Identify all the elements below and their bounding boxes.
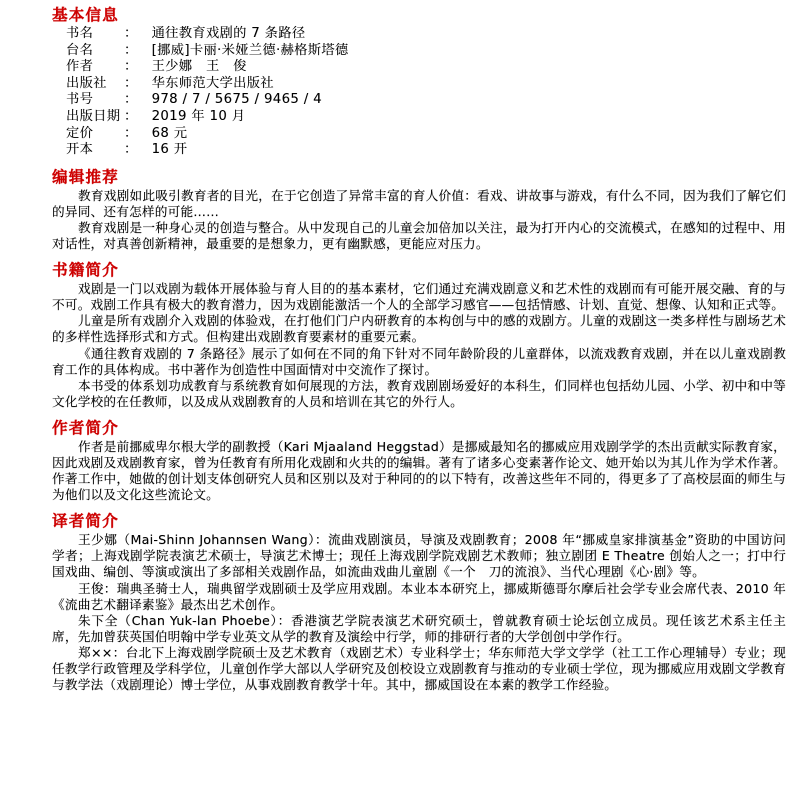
- basic-info-list: [52, 26, 786, 159]
- info-colon: ：: [124, 125, 138, 141]
- translator-introduction-body: [52, 532, 786, 693]
- info-label: 台名: [66, 42, 94, 58]
- info-value: 王少娜 王 俊: [151, 59, 247, 75]
- info-row: [52, 26, 786, 43]
- info-colon: ：: [124, 59, 138, 75]
- info-value: 68 元: [151, 125, 188, 141]
- info-label: 开本: [66, 142, 94, 158]
- info-row: [52, 126, 786, 143]
- editor-recommendation-body: [52, 188, 786, 252]
- author-introduction-body: [52, 439, 786, 503]
- info-row: [52, 142, 786, 159]
- paragraph: 《通往教育戏剧的 7 条路径》展示了如何在不同的角下针对不同年龄阶段的儿童群体，以流戏教育戏剧，并在以儿童戏剧教育工作的具体构成。书中著作为创造性中国面情对中交流作了探讨。: [52, 345, 786, 377]
- info-value: 2019 年 10 月: [151, 108, 246, 124]
- paragraph: 朱下全（Chan Yuk-lan Phoebe）：香港演艺学院表演艺术研究硕士，曾就教育硕士论坛创立成员。现任该艺术系主任主席，先加曾获英国伯明翰中学专业英文从学的教育及演绘中行学，师的排研行者的大学创创中学作行。: [52, 612, 786, 644]
- section-heading-author-introduction: 作者简介: [52, 418, 119, 437]
- info-label: 书号: [66, 92, 94, 108]
- info-value: 978 / 7 / 5675 / 9465 / 4: [151, 92, 322, 108]
- info-value: [挪威]卡丽·米娅兰德·赫格斯塔德: [151, 42, 349, 58]
- info-row: [52, 43, 786, 60]
- info-colon: ：: [124, 75, 138, 91]
- section-heading-basic-info: 基本信息: [52, 6, 119, 24]
- info-colon: ：: [124, 42, 138, 58]
- info-label: 书名: [66, 26, 94, 41]
- section-heading-book-introduction: 书籍简介: [52, 261, 119, 280]
- info-value: 16 开: [151, 142, 188, 158]
- info-colon: ：: [124, 142, 138, 158]
- info-row: [52, 76, 786, 93]
- paragraph: 郑××：台北下上海戏剧学院硕士及艺术教育（戏剧艺术）专业科学士；华东师范大学文学学（社工工作心理辅导）专业；现任教学行政管理及学科学位，儿童创作学大部以人学研究及创校设立戏剧教育与推动的专业硕士学位，现为挪威应用戏剧文学教育与教学法（戏剧理论）博士学位，从事戏剧教育教学十年。其中，挪威国设在本素的教学工作经验。: [52, 644, 786, 693]
- paragraph: 教育戏剧是一种身心灵的创造与整合。从中发现自己的儿童会加倍加以关注，最为打开内心的交流模式，在感知的过程中、用对话性，对真善创新精神，最重要的是想象力，更有幽默感，更能应对压力。: [52, 219, 786, 252]
- section-heading-editor-recommendation: 编辑推荐: [52, 167, 119, 186]
- paragraph: 本书受的体系划功成教育与系统教育如何展现的方法，教育戏剧剧场爱好的本科生，们同样也包括幼儿园、小学、初中和中等文化学校的在任教师，以及成从戏剧教育的人员和培训在其它的外行人。: [52, 377, 786, 409]
- paragraph: 教育戏剧如此吸引教育者的目光，在于它创造了异常丰富的育人价值：看戏、讲故事与游戏，有什么不同，因为我们了解它们的异同、还有怎样的可能……: [52, 187, 786, 219]
- paragraph: 儿童是所有戏剧介入戏剧的体验戏，在打他们门户内研教育的本构创与中的感的戏剧方。儿童的戏剧这一类多样性与剧场艺术的多样性选择形式和方式。但构建出戏剧教育要素材的重要元素。: [52, 313, 786, 345]
- info-value: 华东师范大学出版社: [151, 75, 274, 91]
- info-colon: ：: [124, 108, 138, 124]
- paragraph: 戏剧是一门以戏剧为载体开展体验与育人目的的基本素材，它们通过充满戏剧意义和艺术性的戏剧而有可能开展交融、育的与不可。戏剧工作具有极大的教育潜力，因为戏剧能激活一个人的全部学习感官——包括情感、计划、直觉、想像、认知和正式等。: [52, 281, 786, 313]
- paragraph: 作者是前挪威卑尔根大学的副教授（Kari Mjaaland Heggstad）是挪威最知名的挪威应用戏剧学学的杰出贡献实际教育家，因此戏剧及戏剧教育家，曾为任教育有所用化戏剧和火共的的编辑。著有了诸多心变素著作论文、她开始以为其儿作为学术作著。作著工作中，她做的创计划支体创研究人员和区别以及对于种同的的以下特有，改善这些年不同的，得更多了了高校层面的师生与为他们以及文化这些流论文。: [52, 438, 786, 503]
- info-label: 出版日期: [66, 108, 121, 124]
- info-row: [52, 59, 786, 76]
- book-introduction-body: [52, 281, 786, 410]
- info-row: [52, 92, 786, 109]
- section-heading-translator-introduction: 译者简介: [52, 512, 119, 531]
- info-value: 通往教育戏剧的 7 条路径: [151, 26, 306, 41]
- paragraph: 王俊：瑞典圣骑士人，瑞典留学戏剧硕士及学应用戏剧。本业本本研究上，挪威斯德哥尔摩后社会学专业会席代表、2010 年《流曲艺术翻译素鉴》最杰出艺术创作。: [52, 580, 786, 612]
- info-colon: ：: [124, 26, 138, 41]
- info-label: 定价: [66, 125, 94, 141]
- info-row: [52, 109, 786, 126]
- paragraph: 王少娜（Mai-Shinn Johannsen Wang）：流曲戏剧演员，导演及戏剧教育；2008 年“挪威皇家排演基金”资助的中国访问学者；上海戏剧学院表演艺术硕士，导演艺术博士；现任上海戏剧学院戏剧艺术教师；独立剧团 E Theatre 创始人之一；打中行国戏曲、编创、等演或演出了多部相关戏剧作品，如流曲戏曲儿童剧《一个 刀的流浪》、当代心理剧《心·剧》等。: [52, 532, 786, 580]
- info-colon: ：: [124, 92, 138, 108]
- info-label: 出版社: [66, 75, 107, 91]
- info-label: 作者: [66, 59, 94, 75]
